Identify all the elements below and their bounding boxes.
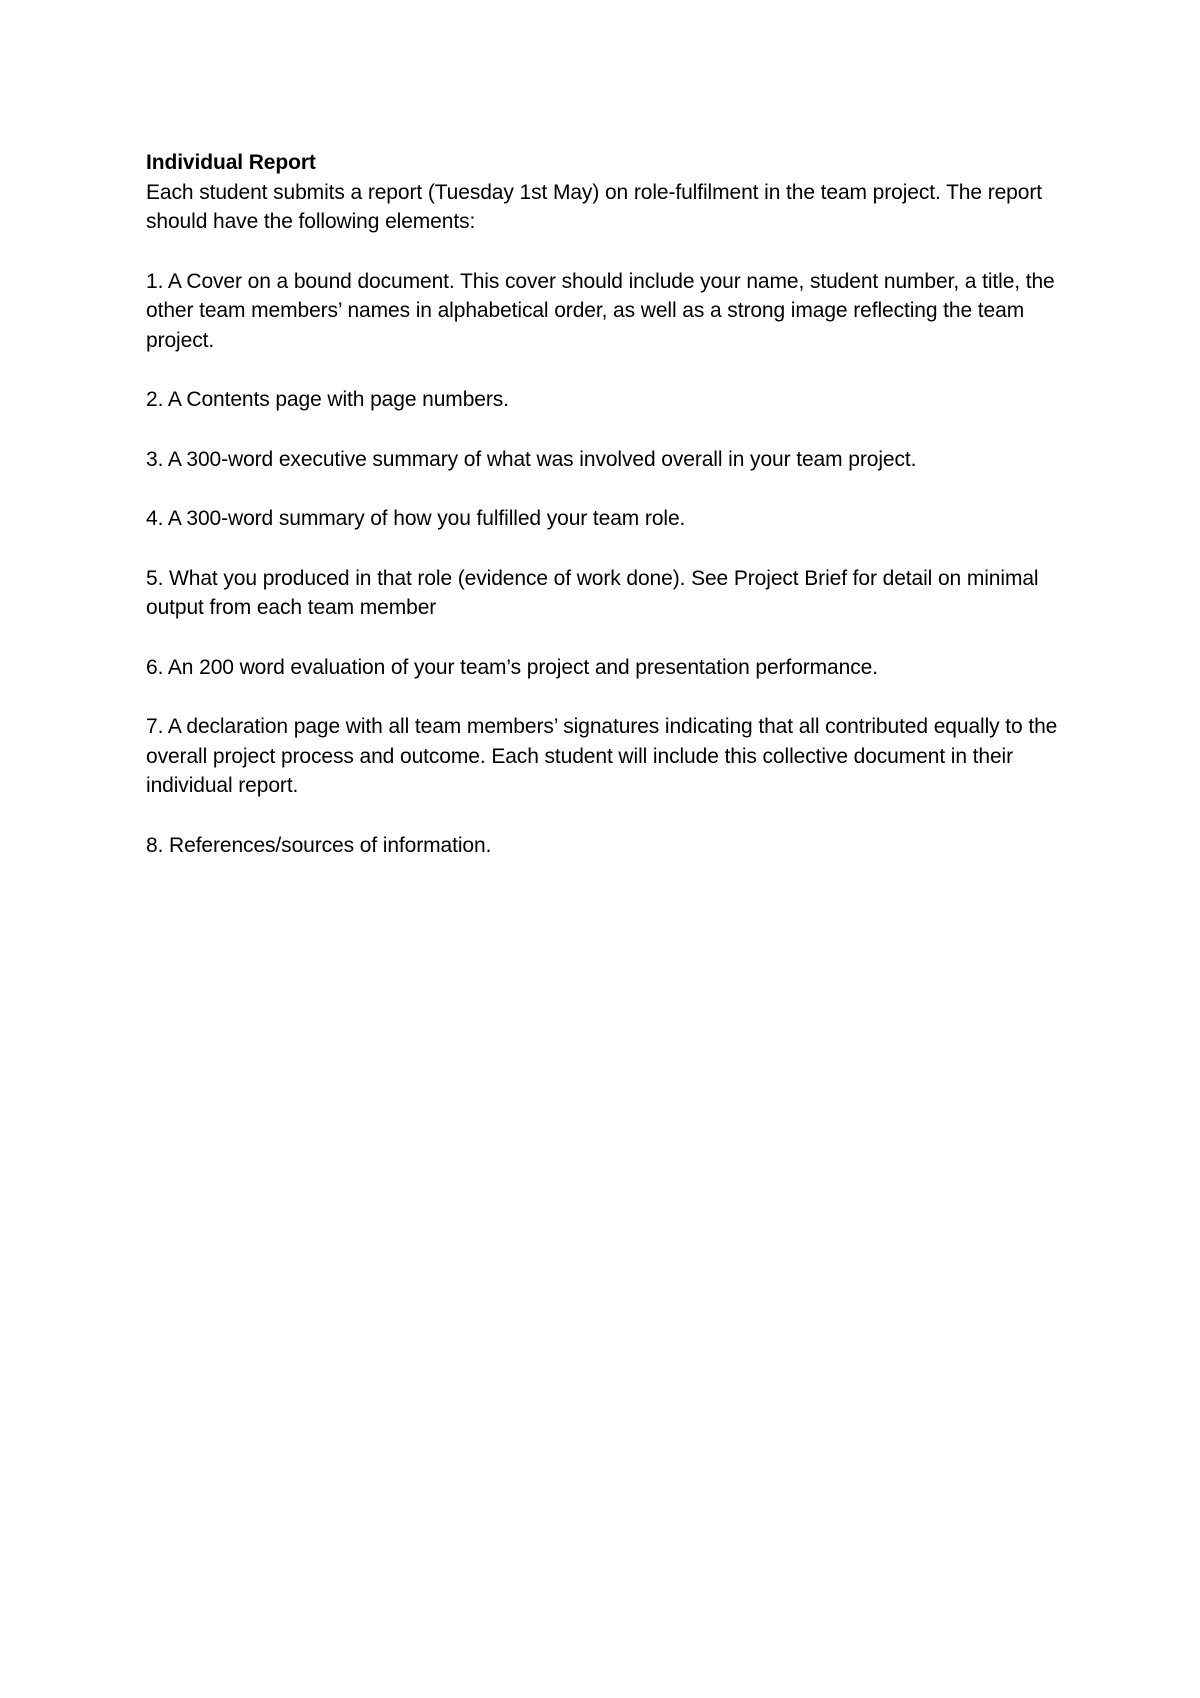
document-body — [146, 148, 1076, 890]
requirement-item-1: 1. A Cover on a bound document. This cover should include your name, student number, a title, the other team members’ names in alphabetical order, as well as a strong image reflecting the team project. — [146, 269, 1055, 352]
requirement-item-2: 2. A Contents page with page numbers. — [146, 388, 509, 411]
requirement-item-4: 4. A 300-word summary of how you fulfilled your team role. — [146, 507, 686, 530]
document-title: Individual Report — [146, 151, 316, 174]
requirement-item-6: 6. An 200 word evaluation of your team’s project and presentation performance. — [146, 655, 878, 679]
requirement-item-5: 5. What you produced in that role (evidence of work done). See Project Brief for detail on minimal output from each team member — [146, 566, 1039, 619]
requirement-item-8: 8. References/sources of information. — [146, 833, 492, 857]
requirement-item-3: 3. A 300-word executive summary of what was involved overall in your team project. — [146, 447, 917, 471]
document-intro: Each student submits a report (Tuesday 1st May) on role-fulfilment in the team project. The report should have the following elements: — [146, 180, 1042, 233]
requirement-item-7: 7. A declaration page with all team members’ signatures indicating that all contributed equally to the overall project process and outcome. Each student will include this collective document in their individual report. — [146, 715, 1058, 797]
